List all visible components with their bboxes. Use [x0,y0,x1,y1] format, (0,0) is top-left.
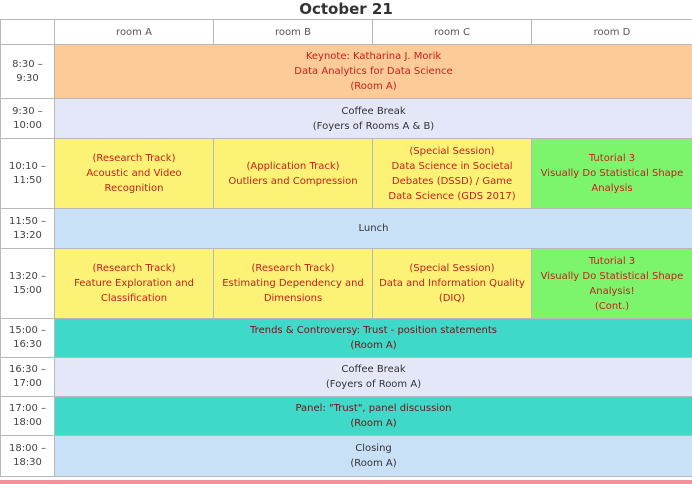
session-line: (Room A) [350,81,397,92]
time-slot [1,45,55,99]
session-cell [532,139,692,209]
time-end: 11:50 [13,174,42,186]
session-line: Keynote: Katharina J. Morik [305,51,442,62]
session-line: Analysis [591,183,633,194]
time-slot [1,249,55,319]
session-line: Data Analytics for Data Science [294,66,453,77]
time-header [1,20,55,45]
session-cell [214,139,373,209]
session-line: (Room A) [350,418,397,429]
time-start: 16:30 – [9,364,46,375]
session-line: (Cont.) [594,300,630,312]
time-end: 15:00 [13,284,42,296]
schedule-row [1,249,692,319]
time-end: 16:30 [13,339,42,350]
session-cell [55,45,692,99]
time-start: 17:00 – [9,403,46,414]
session-line: Acoustic and Video [86,168,182,179]
session-line: Data Science in Societal [391,160,513,172]
time-start: 10:10 – [9,160,46,172]
schedule-row [1,397,692,436]
room-header: room D [532,20,692,45]
day-title: October 21 [299,0,393,18]
session-line: Trends & Controversy: Trust - position statements [250,325,497,336]
schedule-row [1,436,692,477]
time-end: 9:30 [16,72,39,84]
schedule-row [1,99,692,139]
time-start: 11:50 – [9,215,46,227]
session-line: (Research Track) [92,153,176,164]
session-cell [55,99,692,139]
bottom-bar [0,480,692,484]
session-cell [373,249,532,319]
session-line: Analysis! [589,285,635,297]
session-line: Lunch [358,223,389,234]
session-line: Debates (DSSD) / Game [391,175,513,187]
session-line: (Room A) [350,340,397,351]
room-header: room C [373,20,532,45]
session-line: (Foyers of Room A) [325,379,422,390]
session-line: Data and Information Quality [379,278,525,289]
schedule-row [1,358,692,397]
schedule-row [1,139,692,209]
schedule-row [1,209,692,249]
schedule-row [1,45,692,99]
session-line: (Foyers of Rooms A & B) [312,120,435,132]
session-line: Feature Exploration and [74,278,194,289]
session-line: Panel: "Trust", panel discussion [295,403,452,414]
session-cell [55,319,692,358]
session-line: Coffee Break [341,105,406,117]
session-cell [55,436,692,477]
room-header: room B [214,20,373,45]
session-cell [55,139,214,209]
session-line: Visually Do Statistical Shape [540,168,684,179]
session-cell [55,249,214,319]
session-line: (DIQ) [438,293,466,304]
time-start: 18:00 – [9,443,46,454]
time-end: 13:20 [13,229,42,241]
session-line: Estimating Dependency and [222,278,364,289]
session-line: (Research Track) [92,263,176,274]
session-line: Closing [355,443,392,454]
session-cell [55,397,692,436]
time-slot [1,358,55,397]
session-line: Tutorial 3 [588,255,636,267]
time-start: 13:20 – [9,270,46,282]
session-cell [55,209,692,249]
time-start: 15:00 – [9,325,46,336]
session-line: Data Science (GDS 2017) [388,190,516,202]
session-line: Classification [100,293,168,304]
time-start: 8:30 – [12,58,43,70]
session-line: Dimensions [263,293,323,304]
session-cell [373,139,532,209]
session-line: (Special Session) [409,145,495,157]
session-line: Recognition [104,183,164,194]
time-end: 18:30 [13,457,42,468]
time-slot [1,319,55,358]
time-end: 17:00 [13,378,42,389]
session-line: Coffee Break [341,364,406,375]
session-line: (Special Session) [409,263,495,274]
session-line: Tutorial 3 [588,153,636,164]
session-cell [214,249,373,319]
time-end: 10:00 [13,119,42,131]
time-slot [1,99,55,139]
session-line: Outliers and Compression [228,175,358,187]
session-line: Visually Do Statistical Shape [540,270,684,282]
session-cell [532,249,692,319]
schedule-table [0,19,692,477]
session-line: (Application Track) [246,160,340,172]
room-header-row [1,20,692,45]
session-line: (Research Track) [251,263,335,274]
time-slot [1,397,55,436]
time-slot [1,209,55,249]
time-slot [1,436,55,477]
time-end: 18:00 [13,417,42,428]
time-slot [1,139,55,209]
room-header: room A [55,20,214,45]
time-start: 9:30 – [12,105,43,117]
session-line: (Room A) [350,458,397,469]
schedule-row [1,319,692,358]
session-cell [55,358,692,397]
